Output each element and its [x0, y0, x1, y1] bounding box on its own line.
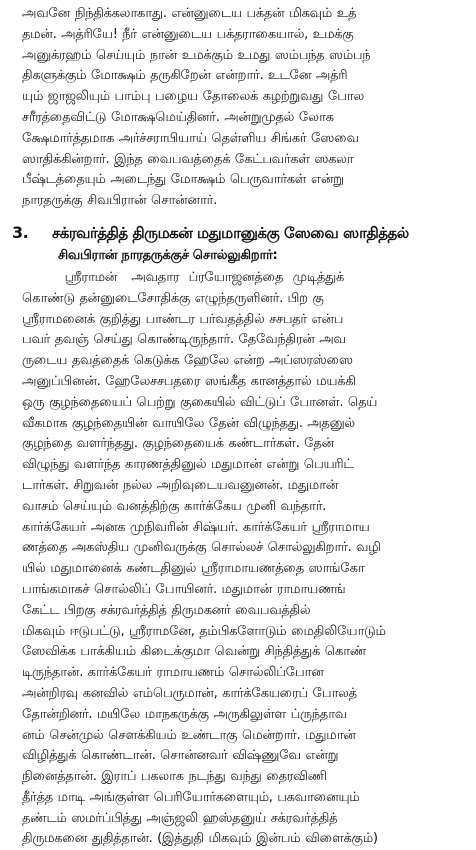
text-line: திகளுக்கும் மோக்ஷம் தருகிறேன் என்றார். உடனே அத்ரி: [22, 68, 348, 84]
text-line: திருமகனை துதித்தான். (இத்துதி மிகவும் இன்பம் விளைக்கும்): [22, 831, 378, 847]
text-line: வீகமாக குழந்தையின் வாயிலே தேன் விழுந்தது. அதனுல்: [22, 415, 355, 431]
text-line: பவர் தவஞ் செய்து கொண்டிருந்தார். தேவேந்திரன் அவ: [22, 332, 346, 348]
text-line: அவனே நிந்திக்கலாகாது. என்னுடைய பக்தன் மிகவும் உத்: [22, 6, 357, 21]
text-line: பீஷ்டத்தையும் அடைந்து மோக்ஷம் பெருவார்கள் என்று: [22, 172, 344, 188]
text-line: ஸ்ரீராமனைக் குறித்து பாண்டர பர்வதத்தில் சசபதர் என்ப: [22, 311, 344, 327]
text-line: கேட்ட பிறகு சக்ரவர்த்தித் திருமகனர் வைபவத்தில்: [22, 602, 311, 618]
text-line: ருடைய தவத்தைக் கெடுக்க ஹேலே என்ற அப்ஸரஸ்ஸை: [22, 353, 353, 369]
text-line: சரீரத்தைவிட்டு மோக்ஷமெய்தினர். அன்றுமுதல் லோக: [22, 109, 334, 125]
text-line: பாங்கமாகச் சொல்லிப் போயினர். மதுமான் ராமாயணங்: [22, 581, 346, 597]
text-line: ஸாதிக்கின்றார். இந்த வைபவத்தைக் கேட்பவர்கள் ஸகலா: [22, 151, 354, 167]
text-line: தமன். அத்ரியே! நீர் என்னுடைய பக்தராகையால், உமக்கு: [22, 26, 354, 42]
text-line: தீர்த்த மாடி அங்குள்ள பெரியோர்களையும், பகவானையும்: [22, 789, 360, 805]
text-line: டார்கள். சிறுவன் நல்ல அறிவுடையவனுனன். மதுமான்: [22, 477, 339, 493]
text-line: ணத்தை அகஸ்திய முனிவருக்கு சொல்லச் சொல்லுகிறார். வழி: [22, 540, 381, 556]
text-line: யில் மதுமானைக் கண்டதினுல் ஸ்ரீராமாயணத்தை ஸாங்கோ: [22, 561, 365, 577]
text-line: தோன்றினர். மயிலே மாநகருக்கு அருகிலுள்ள ப்ருந்தாவ: [22, 706, 347, 722]
text-line: க்ஷேமார்த்தமாக அர்ச்சராபியாய் தெள்ளிய சிங்கர் ஸேவை: [22, 130, 359, 146]
text-line: அன்றிரவு கனவில் எம்பெருமான், கார்க்கேயரைப் போலத்: [22, 685, 357, 701]
text-line: கார்க்கேயர் அனக முநிவரின் சிஷ்யர். கார்க்கேயர் ஸ்ரீராமாய: [22, 519, 370, 535]
paragraph-main: [22, 268, 468, 850]
section-number: 3.: [12, 222, 29, 242]
text-line: கொண்டு தன்னுடைசோதிக்கு எழுந்தருளினர். பிற கு: [22, 290, 324, 306]
text-line: நாரதருக்கு சிவபிரான் சொன்னார்.: [22, 193, 217, 209]
text-line: மிகவும் ஈடுபட்டு, ஸ்ரீராமனே, தம்பிகளோடும் மைதிலியோடும்: [22, 623, 386, 639]
text-line: விழுந்து வளர்ந்த காரணத்தினுல் மதுமான் என்று பெயரிட்: [22, 457, 354, 473]
text-line: நினைத்தான். இராப் பகலாக நடந்து வந்து தைரவிணி: [22, 769, 327, 785]
text-line: வாசம் செய்யும் வனத்திற்கு கார்க்கேய முனி வந்தார்.: [22, 498, 326, 514]
text-line: விழித்துக் கொண்டான். சொன்னவர் விஷ்ணுவே என்று: [22, 748, 339, 764]
text-line: தண்டம் ஸமர்ப்பித்து அஞ்ஜலி ஹஸ்தனுய் சக்ரவர்த்தித்: [22, 810, 338, 826]
text-line: யும் ஜாஜலியும் பாம்பு பழைய தோலைக் கழற்றுவது போல: [22, 89, 364, 105]
text-line: ஒரு குழந்தையைப் பெற்று குகையில் விட்டுப் போனள். தெய்: [22, 394, 378, 410]
text-line: குழந்தை வளர்ந்தது. குழந்தையைக் கண்டார்கள். தேன்: [22, 436, 334, 452]
text-line: னம் சென்முல் சௌக்கியம் உண்டாகு மென்றார். மதுமான்: [22, 727, 356, 743]
section-heading: [12, 221, 468, 245]
text-line: டிருந்தான். கார்க்கேயர் ராமாயணம் சொல்லிப்போன: [22, 665, 324, 681]
text-line: ஸ்ரீராமன் அவதார ப்ரயோஜனத்தை முடித்துக்: [22, 269, 344, 285]
paragraph-intro: [22, 4, 468, 212]
text-line: அனுக்ரஹம் செய்யும் நான் உமக்கும் உமது ஸம்பந்த ஸம்பந்: [22, 47, 371, 63]
section-subheading: சிவபிரான் நாரதருக்குச் சொல்லுகிறார்:: [58, 247, 278, 263]
text-line: அனுப்பினன். ஹேலேசசபதரை ஸங்கீத கானத்தால் மயக்கி: [22, 373, 356, 389]
section-title: சக்ரவர்த்தித் திருமகன் மதுமானுக்கு ஸேவை ஸாதித்தல்: [52, 223, 409, 242]
text-line: ஸேவிக்க பாக்கியம் கிடைக்குமா வென்று சிந்தித்துக் கொண்: [22, 644, 367, 660]
